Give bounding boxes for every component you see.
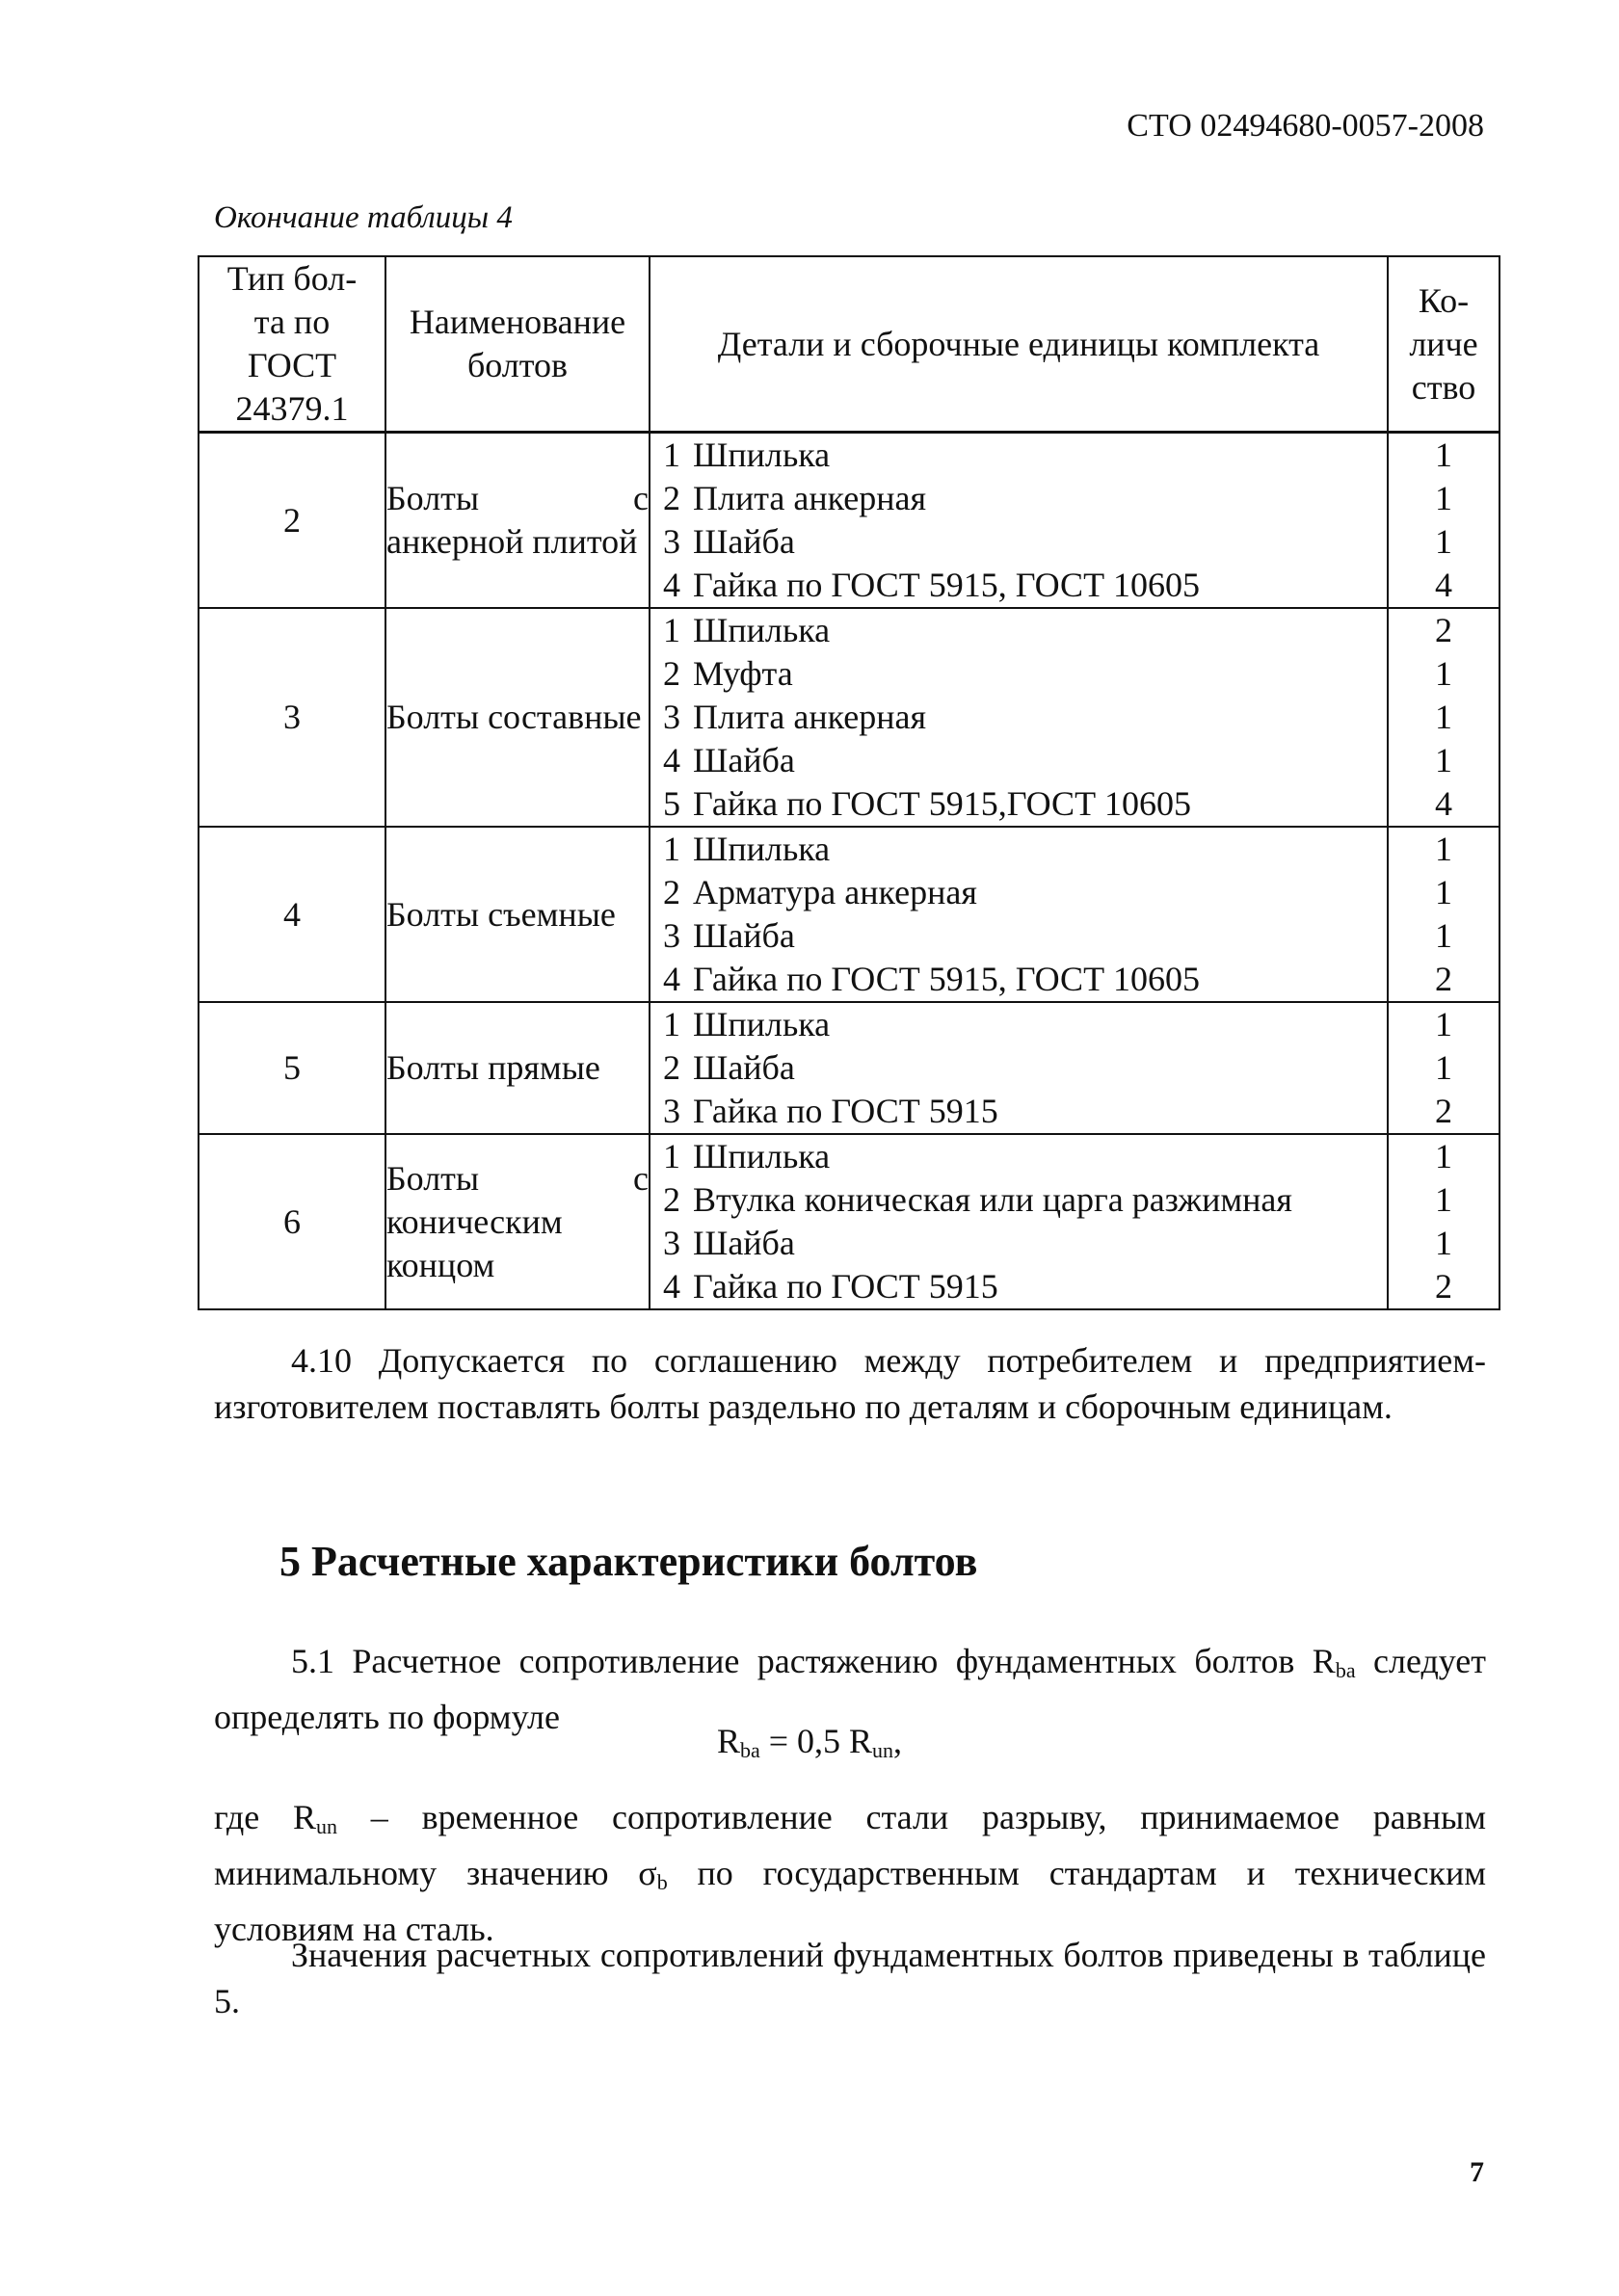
part-number: 4 [663, 960, 680, 998]
part-name: Гайка по ГОСТ 5915 [693, 1267, 998, 1306]
sigma-subscript: b [656, 1870, 668, 1894]
quantity-cell [1388, 827, 1500, 1002]
parts-cell [650, 827, 1388, 1002]
formula-lhs: R [716, 1722, 740, 1760]
column-header-bolt-name: Наименование болтов [385, 256, 650, 433]
part-number: 3 [663, 1092, 680, 1130]
part-line [650, 958, 1387, 1001]
table-body [199, 433, 1500, 1310]
part-name: Гайка по ГОСТ 5915, ГОСТ 10605 [693, 566, 1201, 604]
section-5-title: 5 Расчетные характеристики болтов [279, 1538, 978, 1585]
r-un-subscript: un [316, 1814, 338, 1838]
part-name: Шайба [693, 1048, 795, 1087]
bolt-name-cell: Болты составные [385, 608, 650, 827]
part-name: Шайба [693, 522, 795, 561]
part-quantity: 1 [1435, 522, 1452, 561]
table-row [199, 827, 1500, 1002]
part-quantity: 1 [1435, 1005, 1452, 1043]
table-row [199, 1002, 1500, 1134]
part-quantity: 2 [1435, 1267, 1452, 1306]
where-end: по государственным стандартам и техническим условиям на сталь. [214, 1854, 1486, 1948]
part-line [650, 1222, 1387, 1265]
page-number: 7 [1470, 2156, 1484, 2188]
paragraph-5-1-end: следует определять по формуле [214, 1642, 1487, 1736]
part-name: Шпилька [693, 435, 831, 474]
quantity-cell [1388, 433, 1500, 609]
part-line [650, 564, 1387, 607]
bolt-components-table [198, 255, 1500, 1310]
part-name: Арматура анкерная [693, 873, 977, 911]
part-line [650, 782, 1387, 826]
part-number: 3 [663, 1224, 680, 1262]
formula-rhs-subscript: un [872, 1738, 894, 1762]
document-code: СТО 02494680-0057-2008 [1127, 108, 1484, 144]
part-quantity: 1 [1435, 830, 1452, 868]
bolt-type-cell: 6 [199, 1134, 385, 1309]
part-line [650, 871, 1387, 914]
part-number: 2 [663, 654, 680, 693]
formula-explanation [214, 1794, 1486, 1952]
part-number: 2 [663, 873, 680, 911]
part-quantity: 1 [1435, 741, 1452, 779]
table-row [199, 1134, 1500, 1309]
part-line [650, 1003, 1387, 1046]
bolt-type-cell: 4 [199, 827, 385, 1002]
part-number: 4 [663, 1267, 680, 1306]
part-name: Шайба [693, 741, 795, 779]
part-line [650, 1265, 1387, 1308]
part-name: Плита анкерная [693, 479, 926, 517]
part-number: 1 [663, 830, 680, 868]
bolt-name-cell: Болты с коническим концом [385, 1134, 650, 1309]
part-quantity: 2 [1435, 611, 1452, 649]
part-number: 4 [663, 566, 680, 604]
part-number: 3 [663, 698, 680, 736]
part-quantity: 2 [1435, 1092, 1452, 1130]
parts-cell [650, 433, 1388, 609]
where-prefix: где R [214, 1798, 317, 1836]
parts-cell [650, 1134, 1388, 1309]
bolt-name-cell: Болты прямые [385, 1002, 650, 1134]
quantity-cell [1388, 608, 1500, 827]
part-name: Шпилька [693, 1137, 831, 1175]
part-number: 2 [663, 1048, 680, 1087]
part-line [650, 696, 1387, 739]
part-line [650, 1178, 1387, 1222]
where-middle: – временное сопротивление стали разрыву, принимаемое равным минимальному значению σ [214, 1798, 1486, 1892]
quantity-cell [1388, 1134, 1500, 1309]
part-name: Втулка коническая или царга разжимная [693, 1180, 1292, 1219]
part-quantity: 2 [1435, 960, 1452, 998]
part-quantity: 1 [1435, 1048, 1452, 1087]
part-line [650, 914, 1387, 958]
part-number: 4 [663, 741, 680, 779]
part-number: 3 [663, 522, 680, 561]
part-quantity: 4 [1435, 566, 1452, 604]
column-header-quantity: Ко- личе ство [1388, 256, 1500, 433]
part-line [650, 520, 1387, 564]
part-quantity: 1 [1435, 435, 1452, 474]
part-line [650, 434, 1387, 477]
part-line [650, 609, 1387, 652]
part-line [650, 652, 1387, 696]
formula-end: , [893, 1722, 903, 1760]
r-ba-subscript: ba [1335, 1658, 1356, 1682]
paragraph-table-5-reference: Значения расчетных сопротивлений фундаментных болтов приведены в таблице 5. [214, 1936, 1486, 2020]
part-quantity: 1 [1435, 873, 1452, 911]
table-row [199, 608, 1500, 827]
part-name: Муфта [693, 654, 793, 693]
part-name: Гайка по ГОСТ 5915 [693, 1092, 998, 1130]
part-line [650, 477, 1387, 520]
part-name: Шпилька [693, 611, 831, 649]
part-name: Шпилька [693, 1005, 831, 1043]
part-line [650, 1046, 1387, 1090]
part-name: Шайба [693, 1224, 795, 1262]
formula-lhs-subscript: ba [739, 1738, 760, 1762]
table-header-row [199, 256, 1500, 433]
part-name: Плита анкерная [693, 698, 926, 736]
part-line [650, 828, 1387, 871]
parts-cell [650, 608, 1388, 827]
part-quantity: 1 [1435, 479, 1452, 517]
part-quantity: 1 [1435, 1224, 1452, 1262]
part-name: Гайка по ГОСТ 5915,ГОСТ 10605 [693, 784, 1192, 823]
part-line [650, 739, 1387, 782]
part-quantity: 1 [1435, 1137, 1452, 1175]
paragraph-4-10: 4.10 Допускается по соглашению между потребителем и предприятием-изготовителем поставлять болты раздельно по деталям и сборочным единицам. [214, 1341, 1486, 1426]
part-quantity: 1 [1435, 698, 1452, 736]
part-number: 3 [663, 916, 680, 955]
bolt-name-cell: Болты с анкерной плитой [385, 433, 650, 609]
column-header-parts: Детали и сборочные единицы комплекта [650, 256, 1388, 433]
bolt-name-cell: Болты съемные [385, 827, 650, 1002]
table-row [199, 433, 1500, 609]
part-number: 1 [663, 1137, 680, 1175]
part-quantity: 1 [1435, 916, 1452, 955]
part-number: 1 [663, 435, 680, 474]
part-number: 1 [663, 1005, 680, 1043]
paragraph-5-1-text: 5.1 Расчетное сопротивление растяжению фундаментных болтов R [291, 1642, 1336, 1680]
part-name: Шайба [693, 916, 795, 955]
bolt-type-cell: 5 [199, 1002, 385, 1134]
part-name: Шпилька [693, 830, 831, 868]
bolt-type-cell: 2 [199, 433, 385, 609]
part-line [650, 1090, 1387, 1133]
table-caption: Окончание таблицы 4 [214, 200, 513, 235]
part-number: 2 [663, 1180, 680, 1219]
part-line [650, 1135, 1387, 1178]
part-quantity: 1 [1435, 654, 1452, 693]
parts-cell [650, 1002, 1388, 1134]
part-number: 1 [663, 611, 680, 649]
part-quantity: 1 [1435, 1180, 1452, 1219]
quantity-cell [1388, 1002, 1500, 1134]
column-header-bolt-type: Тип бол- та по ГОСТ 24379.1 [199, 256, 385, 433]
formula [0, 1721, 1619, 1763]
part-number: 5 [663, 784, 680, 823]
formula-mid: = 0,5 R [759, 1722, 873, 1760]
part-number: 2 [663, 479, 680, 517]
part-name: Гайка по ГОСТ 5915, ГОСТ 10605 [693, 960, 1201, 998]
bolt-type-cell: 3 [199, 608, 385, 827]
part-quantity: 4 [1435, 784, 1452, 823]
